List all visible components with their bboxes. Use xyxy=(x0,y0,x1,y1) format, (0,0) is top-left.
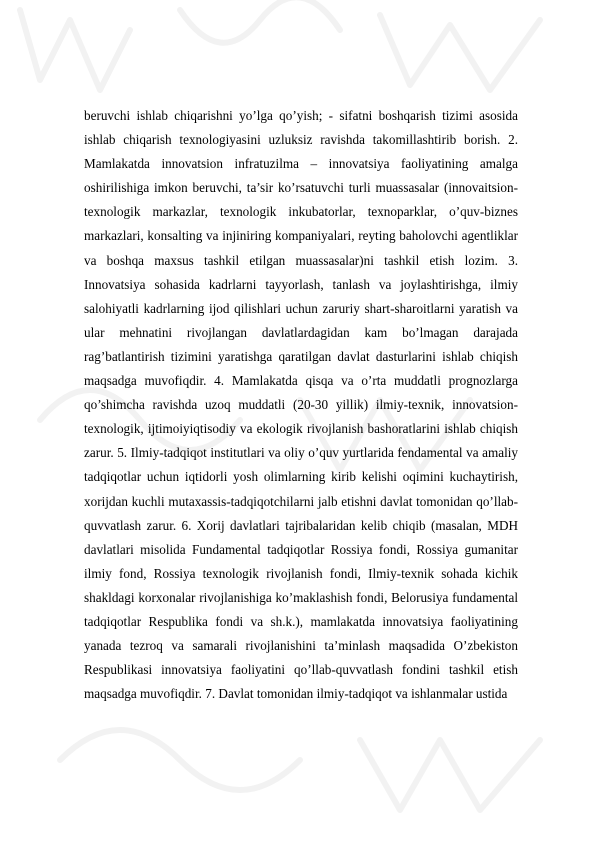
body-paragraph: beruvchi ishlab chiqarishni yo’lga qo’yish; - sifatni boshqarish tizimi asosida ishlab chiqarish texnologiyasini uzluksiz ravishda takomillashtirib borish. 2. Mamlakatda innovatsion infratuzilma – innovatsiya faoliyatining amalga oshirilishiga imkon beruvchi, ta’sir ko’rsatuvchi turli muassasalar (innovaitsion-texnologik markazlar, texnologik inkubatorlar, texnoparklar, o’quv-biznes markazlari, konsalting va injiniring kompaniyalari, reyting baholovchi agentliklar va boshqa maxsus tashkil etilgan muassasalar)ni tashkil etish lozim. 3. Innovatsiya sohasida kadrlarni tayyorlash, tanlash va joylashtirishga, ilmiy salohiyatli kadrlarning ijod qilishlari uchun zaruriy shart-sharoitlarni yaratish va ular mehnatini rivojlangan davlatlardagidan kam bo’lmagan darajada rag’batlantirish tizimini yaratishga qaratilgan davlat dasturlarini ishlab chiqish maqsadga muvofiqdir. 4. Mamlakatda qisqa va o’rta muddatli prognozlarga qo’shimcha ravishda uzoq muddatli (20-30 yillik) ilmiy-texnik, innovatsion-texnologik, ijtimoiyiqtisodiy va ekologik rivojlanish bashoratlarini ishlab chiqish zarur. 5. Ilmiy-tadqiqot institutlari va oliy o’quv yurtlarida fendamental va amaliy tadqiqotlar uchun iqtidorli yosh olimlarning kirib kelishi oqimini kuchaytirish, xorijdan kuchli mutaxassis-tadqiqotchilarni jalb etishni davlat tomonidan qo’llab-quvvatlash zarur. 6. Xorij davlatlari tajribalaridan kelib chiqib (masalan, MDH davlatlari misolida Fundamental tadqiqotlar Rossiya fondi, Rossiya gumanitar ilmiy fond, Rossiya texnologik rivojlanish fondi, Ilmiy-texnik sohada kichik shakldagi korxonalar rivojlanishiga ko’maklashish fondi, Belorusiya fundamental tadqiqotlar Respublika fondi va sh.k.), mamlakatda innovatsiya faoliyatining yanada tezroq va samarali rivojlanishini ta’minlash maqsadida O’zbekiston Respublikasi innovatsiya faoliyatini qo’llab-quvvatlash fondini tashkil etish maqsadga muvofiqdir. 7. Davlat tomonidan ilmiy-tadqiqot va ishlanmalar ustida xyxy=(84,108,518,702)
